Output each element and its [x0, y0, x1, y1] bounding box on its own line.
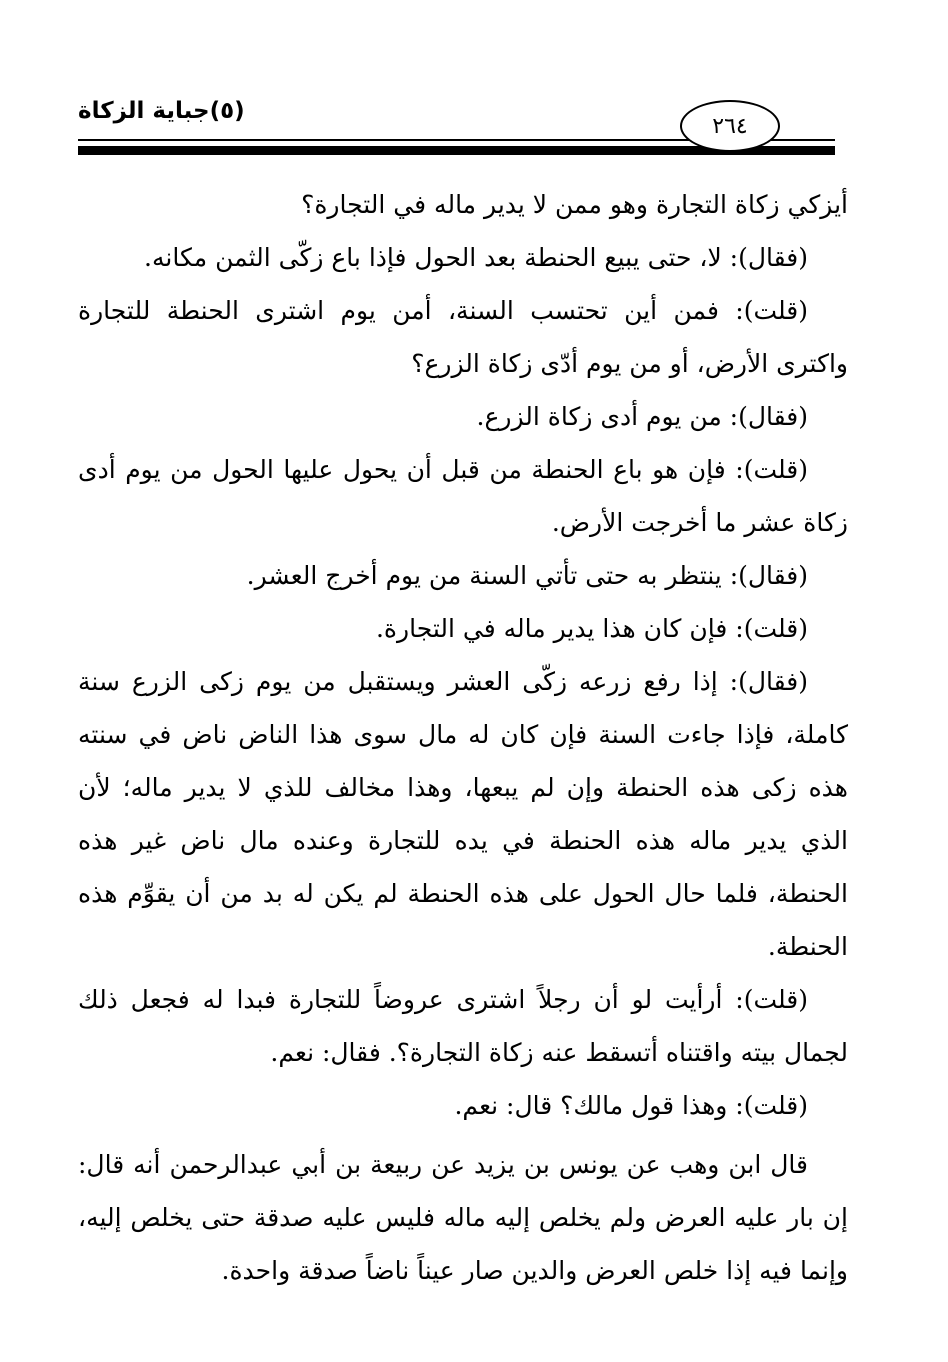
page-header [0, 0, 948, 160]
book-title: (٥)جباية الزكاة [78, 98, 245, 124]
paragraph: (قلت): فمن أين تحتسب السنة، أمن يوم اشترى الحنطة للتجارة واكترى الأرض، أو من يوم أدّى زكاة الزرع؟ [78, 296, 848, 378]
paragraph: (فقال): من يوم أدى زكاة الزرع. [476, 402, 808, 431]
paragraph: (فقال): ينتظر به حتى تأتي السنة من يوم أخرج العشر. [246, 561, 808, 590]
paragraph: أيزكي زكاة التجارة وهو ممن لا يدير ماله في التجارة؟ [301, 190, 848, 219]
paragraph: (فقال): إذا رفع زرعه زكّى العشر ويستقبل من يوم زكى الزرع سنة كاملة، فإذا جاءت السنة فإن كان له مال سوى هذا الناض ناض في سنته هذه زكى هذه الحنطة وإن لم يبعها، وهذا مخالف للذي لا يدير ماله؛ لأن الذي يدير ماله هذه الحنطة في يده للتجارة وعنده مال ناض غير هذه الحنطة، فلما حال الحول على هذه الحنطة لم يكن له بد من أن يقوِّم هذه الحنطة. [78, 667, 848, 961]
paragraph: قال ابن وهب عن يونس بن يزيد عن ربيعة بن أبي عبدالرحمن أنه قال: إن بار عليه العرض ولم يخلص إليه ماله فليس عليه صدقة حتى يخلص إليه، وإنما فيه إذا خلص العرض والدين صار عيناً ناضاً صدقة واحدة. [78, 1150, 848, 1285]
page-number: ٢٦٤ [680, 100, 780, 152]
paragraph: (قلت): أرأيت لو أن رجلاً اشترى عروضاً للتجارة فبدا له فجعل ذلك لجمال بيته واقتناه أتسقط عنه زكاة التجارة؟. فقال: نعم. [78, 985, 848, 1067]
paragraph: (قلت): فإن هو باع الحنطة من قبل أن يحول عليها الحول من يوم أدى زكاة عشر ما أخرجت الأرض. [78, 455, 848, 537]
paragraph: (فقال): لا، حتى يبيع الحنطة بعد الحول فإذا باع زكّى الثمن مكانه. [144, 243, 808, 272]
page-body [78, 178, 848, 1297]
paragraph: (قلت): وهذا قول مالك؟ قال: نعم. [454, 1091, 808, 1120]
paragraph: (قلت): فإن كان هذا يدير ماله في التجارة. [375, 614, 808, 643]
